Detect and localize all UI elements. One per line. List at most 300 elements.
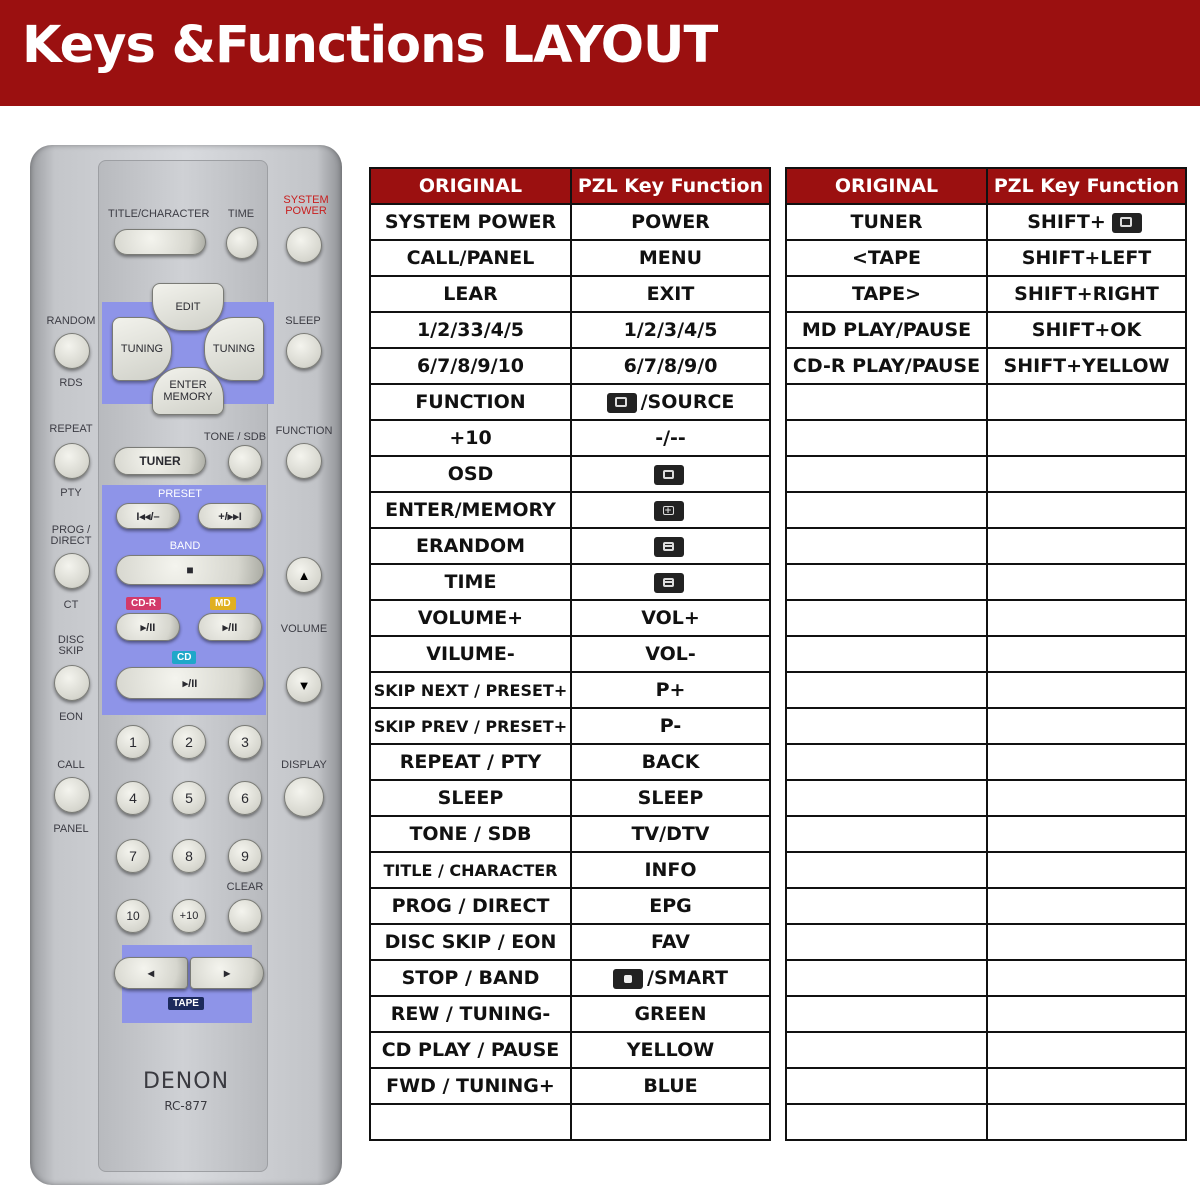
pzl-function-cell [987,204,1186,240]
navigation-pad [112,283,262,413]
table-row-empty [786,852,1186,888]
original-key-cell [370,1104,571,1140]
tape-left-symbol: ◂ [147,966,155,980]
repeat-label: REPEAT [49,423,93,435]
eon-label: EON [59,711,83,723]
sleep-label: SLEEP [285,315,321,327]
original-key-cell-text: SYSTEM POWER [384,211,557,233]
stop-symbol: ■ [186,563,194,577]
time-label: TIME [227,208,255,220]
time-button[interactable] [226,227,258,259]
random-icon [654,537,684,557]
original-key-cell-text: ERANDOM [415,535,526,557]
number-button-3[interactable]: 3 [228,725,262,759]
table-row-empty [786,528,1186,564]
table-row [370,1104,770,1140]
pzl-function-cell [987,276,1186,312]
prog-direct-button[interactable] [54,553,90,589]
pzl-function-cell [571,636,770,672]
table-header-row [370,168,770,204]
pzl-function-cell [571,528,770,564]
original-key-cell-text: TIME [444,571,497,593]
table-row-empty [786,960,1186,996]
pzl-function-cell-text: /SMART [647,967,728,989]
pzl-function-cell-text: SHIFT+LEFT [1021,247,1152,269]
pzl-function-cell [571,348,770,384]
title-character-button[interactable] [114,229,206,255]
original-key-cell [370,1068,571,1104]
empty-cell [987,1032,1186,1068]
table-row-empty [786,924,1186,960]
table-row [370,924,770,960]
empty-cell [987,456,1186,492]
pzl-function-cell-text: INFO [644,859,697,881]
pzl-function-cell-text: SLEEP [637,787,704,809]
pzl-function-cell-text: -/-- [655,427,686,449]
original-key-cell-text: VOLUME+ [417,607,524,629]
original-key-cell-text: LEAR [443,283,498,305]
cd-r-tag: CD-R [126,597,161,610]
tone-sdb-label: TONE / SDB [203,431,267,443]
empty-cell [987,528,1186,564]
preset-up-button[interactable] [198,503,262,529]
empty-cell [786,636,987,672]
table-row-empty [786,1068,1186,1104]
function-label: FUNCTION [275,425,333,437]
table-row [370,348,770,384]
empty-cell [786,492,987,528]
table-row [786,240,1186,276]
pzl-function-cell-text: BLUE [643,1075,698,1097]
pzl-function-cell [571,816,770,852]
table-row [370,276,770,312]
empty-cell [987,960,1186,996]
table-row-empty [786,600,1186,636]
table-body [370,204,770,1140]
brand-logo: DENON [142,1069,230,1094]
pzl-function-cell [571,276,770,312]
table-row [370,528,770,564]
tuning-right-label: TUNING [212,343,256,355]
table-row [370,1032,770,1068]
pzl-function-cell [571,1104,770,1140]
preset-up-label: +/▸▸I [218,510,242,523]
empty-cell [987,780,1186,816]
table-row-empty [786,564,1186,600]
empty-cell [987,636,1186,672]
tuning-left-button[interactable] [112,317,172,381]
tuner-button[interactable] [114,447,206,475]
enter-memory-button[interactable] [152,367,224,415]
original-key-cell [370,708,571,744]
source-icon [607,393,637,413]
pzl-function-cell [571,996,770,1032]
pzl-function-cell-text: TV/DTV [631,823,710,845]
table-row [370,852,770,888]
preset-label: PRESET [157,488,202,500]
key-function-table-left [369,167,771,1141]
md-play-pause-button[interactable] [198,613,262,641]
tuning-right-button[interactable] [204,317,264,381]
empty-cell [786,780,987,816]
disc-skip-button[interactable] [54,665,90,701]
original-key-cell-text: FWD / TUNING+ [386,1075,555,1097]
original-key-cell [370,420,571,456]
original-key-cell-text: DISC SKIP / EON [384,931,557,953]
table-row [370,600,770,636]
pzl-function-cell-text: VOL- [645,643,696,665]
empty-cell [786,600,987,636]
pzl-function-cell-text: VOL+ [641,607,700,629]
empty-cell [987,1068,1186,1104]
original-key-cell [370,852,571,888]
number-button-8[interactable]: 8 [172,839,206,873]
column-header-pzl-function: PZL Key Function [571,168,770,204]
pzl-function-cell [571,492,770,528]
table-row [370,780,770,816]
number-button-1[interactable]: 1 [116,725,150,759]
empty-cell [786,960,987,996]
original-key-cell-text: TAPE> [851,283,921,305]
table-body [786,204,1186,1140]
tape-right-symbol: ▸ [223,966,231,980]
column-header-original: ORIGINAL [370,168,571,204]
sleep-button[interactable] [286,333,322,369]
tape-forward-button[interactable] [190,957,264,989]
pzl-function-cell-text: GREEN [634,1003,707,1025]
table-row-empty [786,456,1186,492]
table-row-empty [786,492,1186,528]
cd-r-play-label: ▸/II [140,621,156,634]
original-key-cell [370,600,571,636]
empty-cell [786,1032,987,1068]
original-key-cell-text: PROG / DIRECT [391,895,550,917]
number-button-2[interactable]: 2 [172,725,206,759]
pzl-function-cell-text: P+ [655,679,686,701]
number-button-7[interactable]: 7 [116,839,150,873]
source-icon [1112,213,1142,233]
pzl-function-cell-text: SHIFT+OK [1031,319,1142,341]
original-key-cell [370,924,571,960]
empty-cell [786,924,987,960]
original-key-cell [370,1032,571,1068]
empty-cell [987,600,1186,636]
original-key-cell-text: TONE / SDB [409,823,532,845]
empty-cell [786,888,987,924]
cd-tag: CD [172,651,196,664]
pzl-function-cell [571,240,770,276]
original-key-cell [370,528,571,564]
pzl-function-cell [571,1032,770,1068]
table-row [370,744,770,780]
table-row-empty [786,744,1186,780]
pzl-function-cell [571,564,770,600]
pzl-function-cell [571,456,770,492]
empty-cell [987,1104,1186,1140]
pzl-function-cell-text: BACK [641,751,700,773]
empty-cell [786,528,987,564]
page-title: Keys &Functions LAYOUT [22,16,718,75]
pzl-function-cell [571,744,770,780]
original-key-cell [370,996,571,1032]
original-key-cell-text: SKIP NEXT / PRESET+ [373,680,568,700]
stop-band-button[interactable] [116,555,264,585]
table-row [786,276,1186,312]
pzl-function-cell [571,888,770,924]
empty-cell [987,564,1186,600]
enter-icon [654,501,684,521]
table-row-empty [786,816,1186,852]
empty-cell [987,744,1186,780]
table-row-empty [786,384,1186,420]
call-panel-button[interactable] [54,777,90,813]
original-key-cell-text: STOP / BAND [401,967,540,989]
pzl-function-cell [571,204,770,240]
original-key-cell-text: REPEAT / PTY [399,751,542,773]
empty-cell [786,384,987,420]
original-key-cell [370,348,571,384]
cd-play-pause-button[interactable] [116,667,264,699]
table-row-empty [786,1032,1186,1068]
pzl-function-cell [987,240,1186,276]
key-function-table-right [785,167,1187,1141]
original-key-cell-text: CD-R PLAY/PAUSE [792,355,981,377]
repeat-button[interactable] [54,443,90,479]
table-row [370,996,770,1032]
empty-cell [987,816,1186,852]
enter-memory-label: ENTER MEMORY [163,379,213,403]
pzl-function-cell-text: 6/7/8/9/0 [623,355,718,377]
tone-sdb-button[interactable] [228,445,262,479]
time-icon [654,573,684,593]
table-row [370,420,770,456]
original-key-cell [786,240,987,276]
original-key-cell-text: 6/7/8/9/10 [416,355,525,377]
pzl-function-cell [987,348,1186,384]
original-key-cell [370,636,571,672]
original-key-cell-text: SLEEP [437,787,504,809]
volume-label: VOLUME [280,623,328,635]
system-power-label: SYSTEM POWER [283,194,329,217]
table-row [370,636,770,672]
disc-skip-label: DISC SKIP [57,634,85,657]
table-row-empty [786,1104,1186,1140]
table-row [370,672,770,708]
pzl-function-cell-text: SHIFT+RIGHT [1014,283,1159,305]
table-row [370,960,770,996]
empty-cell [987,672,1186,708]
empty-cell [786,1068,987,1104]
empty-cell [786,672,987,708]
table-row-empty [786,708,1186,744]
original-key-cell-text: SKIP PREV / PRESET+ [373,716,568,736]
original-key-cell [786,204,987,240]
prog-direct-label: PROG / DIRECT [50,524,92,547]
original-key-cell [786,348,987,384]
original-key-cell-text: ENTER/MEMORY [385,499,556,521]
tuning-left-label: TUNING [120,343,164,355]
pzl-function-cell [571,924,770,960]
table-row [370,1068,770,1104]
pzl-function-cell-text: EXIT [646,283,695,305]
pzl-function-cell [571,708,770,744]
original-key-cell [370,276,571,312]
band-label: BAND [169,540,201,552]
ct-label: CT [63,599,79,611]
table-row [370,888,770,924]
table-row-empty [786,888,1186,924]
table-row [786,312,1186,348]
header-bar [0,0,1200,106]
original-key-cell [370,780,571,816]
original-key-cell-text: 1/2/33/4/5 [416,319,525,341]
number-button-6[interactable]: 6 [228,781,262,815]
table-row-empty [786,420,1186,456]
remote-control-image [30,145,342,1185]
table-row-empty [786,636,1186,672]
pzl-function-cell-text: SHIFT+YELLOW [1003,355,1170,377]
pzl-function-cell [571,960,770,996]
pzl-function-cell [571,312,770,348]
original-key-cell-text: MD PLAY/PAUSE [801,319,972,341]
original-key-cell [370,312,571,348]
clear-button[interactable] [228,899,262,933]
empty-cell [987,708,1186,744]
original-key-cell [786,312,987,348]
md-play-label: ▸/II [222,621,238,634]
pzl-function-cell-text: /SOURCE [640,391,735,413]
empty-cell [987,852,1186,888]
volume-down-button[interactable]: ▼ [286,667,322,703]
preset-down-button[interactable] [116,503,180,529]
pzl-function-cell [571,420,770,456]
preset-down-label: I◂◂/– [136,510,160,523]
pzl-function-cell [571,672,770,708]
pty-label: PTY [60,487,82,499]
table-row [370,816,770,852]
number-button-4[interactable]: 4 [116,781,150,815]
original-key-cell [370,960,571,996]
empty-cell [987,492,1186,528]
table-row [370,456,770,492]
original-key-cell-text: TITLE / CHARACTER [383,860,558,880]
table-row [370,240,770,276]
original-key-cell-text: <TAPE [851,247,921,269]
function-button[interactable] [286,443,322,479]
plus-ten-button[interactable]: +10 [172,899,206,933]
title-character-label: TITLE/CHARACTER [108,208,210,220]
original-key-cell-text: CD PLAY / PAUSE [381,1039,560,1061]
call-label: CALL [57,759,85,771]
pzl-function-cell [571,780,770,816]
original-key-cell-text: TUNER [850,211,923,233]
rds-label: RDS [59,377,83,389]
original-key-cell-text: +10 [449,427,492,449]
empty-cell [786,744,987,780]
number-button-5[interactable]: 5 [172,781,206,815]
table-row [370,492,770,528]
model-number: RC-877 [164,1099,208,1113]
original-key-cell-text: CALL/PANEL [406,247,535,269]
osd-icon [654,465,684,485]
pzl-function-cell-text: MENU [638,247,703,269]
number-button-10[interactable]: 10 [116,899,150,933]
pzl-function-cell-text: FAV [651,931,690,953]
pzl-function-cell [571,384,770,420]
pzl-function-cell [987,312,1186,348]
cd-play-label: ▸/II [182,677,198,690]
original-key-cell [370,492,571,528]
empty-cell [786,708,987,744]
table-header-row [786,168,1186,204]
table-row-empty [786,780,1186,816]
original-key-cell [370,384,571,420]
original-key-cell-text: REW / TUNING- [390,1003,551,1025]
empty-cell [786,852,987,888]
original-key-cell [370,744,571,780]
edit-label: EDIT [175,301,201,313]
original-key-cell [370,564,571,600]
original-key-cell [370,240,571,276]
original-key-cell [370,816,571,852]
empty-cell [786,1104,987,1140]
empty-cell [987,420,1186,456]
empty-cell [786,456,987,492]
display-label: DISPLAY [281,759,327,771]
table-row [370,204,770,240]
original-key-cell [786,276,987,312]
pzl-function-cell-text: 1/2/3/4/5 [623,319,718,341]
empty-cell [987,888,1186,924]
pzl-function-cell [571,852,770,888]
table-row [786,204,1186,240]
table-row [370,708,770,744]
original-key-cell [370,672,571,708]
column-header-pzl-function: PZL Key Function [987,168,1186,204]
random-button[interactable] [54,333,90,369]
original-key-cell [370,204,571,240]
tape-tag: TAPE [168,997,204,1010]
pzl-function-cell-text: POWER [631,211,710,233]
pzl-function-cell [571,1068,770,1104]
pzl-function-cell-text: EPG [649,895,692,917]
table-row [370,384,770,420]
system-power-button[interactable] [286,227,322,263]
cd-r-play-pause-button[interactable] [116,613,180,641]
empty-cell [987,384,1186,420]
random-label: RANDOM [46,315,96,327]
column-header-original: ORIGINAL [786,168,987,204]
table-row [786,348,1186,384]
pzl-function-cell-text: P- [659,715,682,737]
table-row-empty [786,672,1186,708]
empty-cell [786,996,987,1032]
empty-cell [786,420,987,456]
empty-cell [786,564,987,600]
display-button[interactable] [284,777,324,817]
volume-up-button[interactable]: ▲ [286,557,322,593]
number-button-9[interactable]: 9 [228,839,262,873]
tape-rewind-button[interactable] [114,957,188,989]
clear-label: CLEAR [226,881,264,893]
original-key-cell-text: OSD [447,463,494,485]
empty-cell [987,996,1186,1032]
panel-label: PANEL [53,823,89,835]
original-key-cell [370,456,571,492]
table-row-empty [786,996,1186,1032]
original-key-cell-text: FUNCTION [415,391,526,413]
tuner-label: TUNER [139,454,181,468]
